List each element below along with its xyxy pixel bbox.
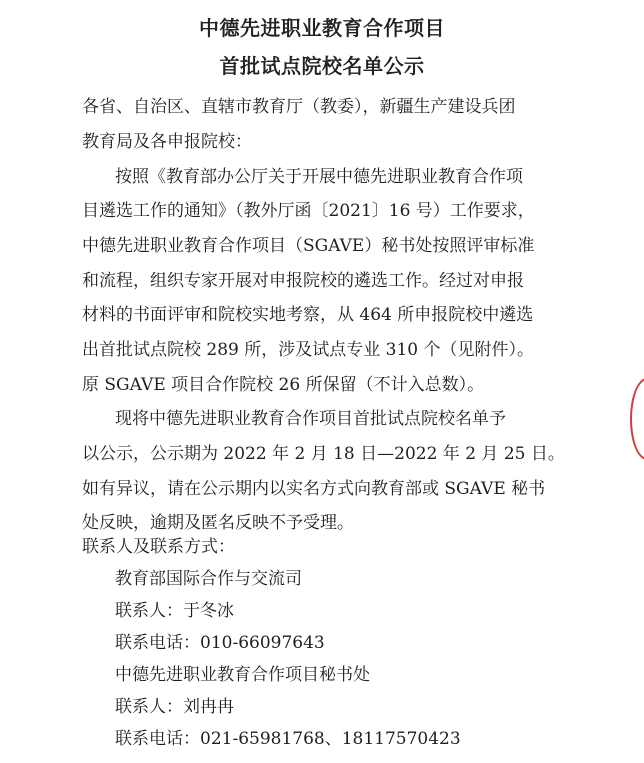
contact-line: 联系电话：021-65981768、18117570423 [115, 729, 461, 749]
document-title-line-2: 首批试点院校名单公示 [219, 54, 425, 78]
body-line: 目遴选工作的通知》（教外厅函〔2021〕16 号）工作要求， [82, 201, 535, 221]
body-line: 如有异议，请在公示期内以实名方式向教育部或 SGAVE 秘书 [82, 479, 546, 499]
body-line: 中德先进职业教育合作项目（SGAVE）秘书处按照评审标准 [82, 236, 535, 256]
contact-line: 联系人：于冬冰 [115, 601, 234, 621]
body-line: 和流程，组织专家开展对申报院校的遴选工作。经过对申报 [82, 271, 524, 291]
body-line: 教育局及各申报院校： [82, 132, 252, 152]
document-title-line-1: 中德先进职业教育合作项目 [199, 16, 445, 40]
body-line: 原 SGAVE 项目合作院校 26 所保留（不计入总数）。 [82, 375, 485, 395]
body-line: 按照《教育部办公厅关于开展中德先进职业教育合作项 [115, 167, 523, 187]
contact-line: 中德先进职业教育合作项目秘书处 [115, 665, 370, 685]
body-line: 处反映，逾期及匿名反映不予受理。 [82, 513, 354, 533]
body-line: 出首批试点院校 289 所，涉及试点专业 310 个（见附件）。 [82, 340, 535, 360]
contact-line: 联系电话：010-66097643 [115, 633, 325, 653]
body-line: 各省、自治区、直辖市教育厅（教委），新疆生产建设兵团 [82, 97, 516, 117]
contact-heading: 联系人及联系方式： [82, 537, 235, 557]
body-line: 以公示，公示期为 2022 年 2 月 18 日—2022 年 2 月 25 日。 [82, 444, 565, 464]
body-line: 材料的书面评审和院校实地考察，从 464 所申报院校中遴选 [82, 305, 534, 325]
red-seal-stamp-edge [630, 378, 644, 460]
contact-line: 联系人：刘冉冉 [115, 697, 234, 717]
body-line: 现将中德先进职业教育合作项目首批试点院校名单予 [115, 409, 506, 429]
contact-line: 教育部国际合作与交流司 [115, 569, 302, 589]
